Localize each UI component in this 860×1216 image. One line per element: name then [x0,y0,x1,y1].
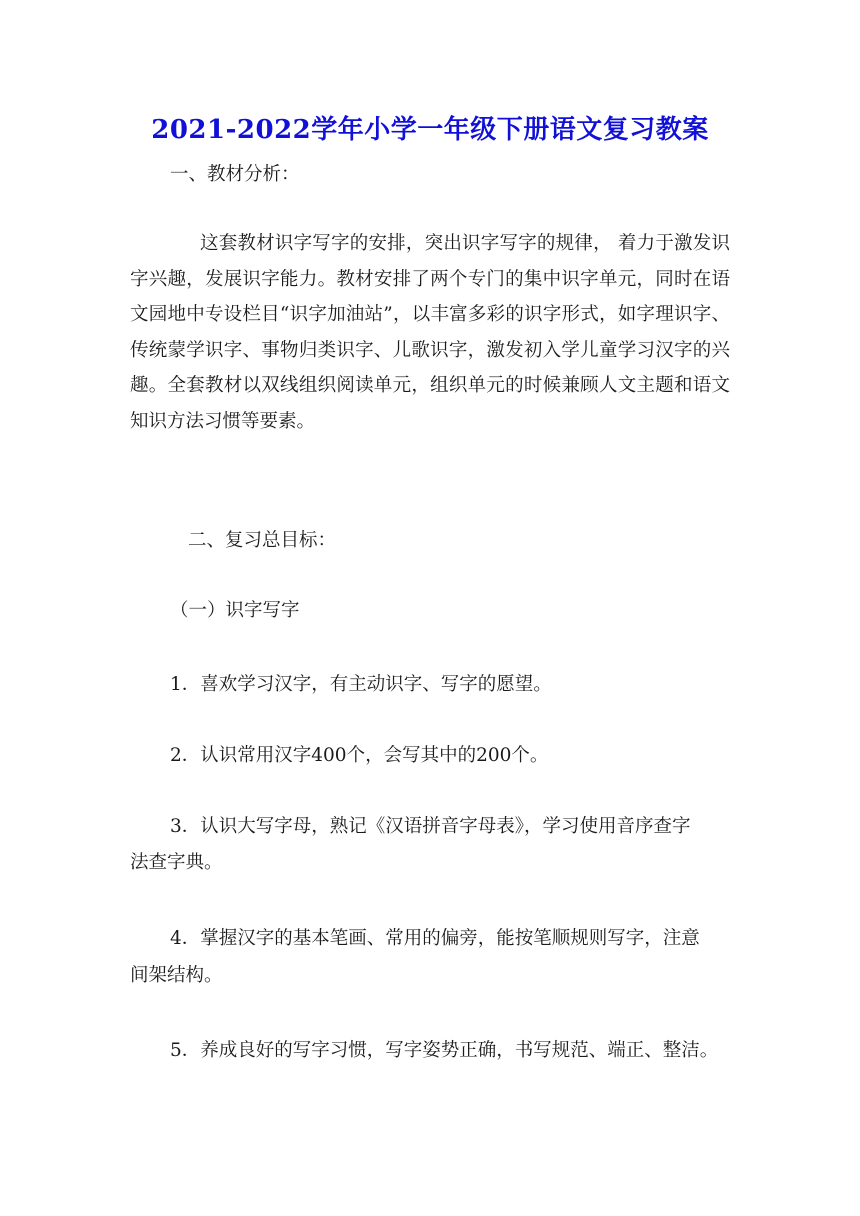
textbook-analysis-paragraph: 这套教材识字写字的安排，突出识字写字的规律， 着力于激发识字兴趣，发展识字能力。教材安排了两个专门的集中识字单元，同时在语文园地中专设栏目“识字加油站”，以丰富多彩的识字形式，如字理识字、传统蒙学识字、事物归类识字、儿歌识字，激发初入学儿童学习汉字的兴趣。全套教材以双线组织阅读单元，组织单元的时候兼顾人文主题和语文知识方法习惯等要素。 [130,233,730,432]
page-title: 2021-2022学年小学一年级下册语文复习教案 [151,115,709,145]
list-item-5: 5．养成良好的写字习惯，写字姿势正确，书写规范、端正、整洁。 [170,1040,719,1061]
list-item-2: 2．认识常用汉字400个，会写其中的200个。 [170,745,549,766]
list-item-3-continuation: 法查字典。 [130,852,223,873]
list-item-4: 4．掌握汉字的基本笔画、常用的偏旁，能按笔顺规则写字，注意 [170,928,700,949]
section-heading-textbook-analysis: 一、教材分析： [170,164,300,185]
list-item-1: 1．喜欢学习汉字，有主动识字、写字的愿望。 [170,674,552,695]
list-item-3: 3．认识大写字母，熟记《汉语拼音字母表》，学习使用音序查字 [170,816,691,837]
subsection-heading-literacy-writing: （一）识字写字 [170,600,300,621]
section-heading-review-goals: 二、复习总目标： [188,530,337,551]
list-item-4-continuation: 间架结构。 [130,965,223,986]
